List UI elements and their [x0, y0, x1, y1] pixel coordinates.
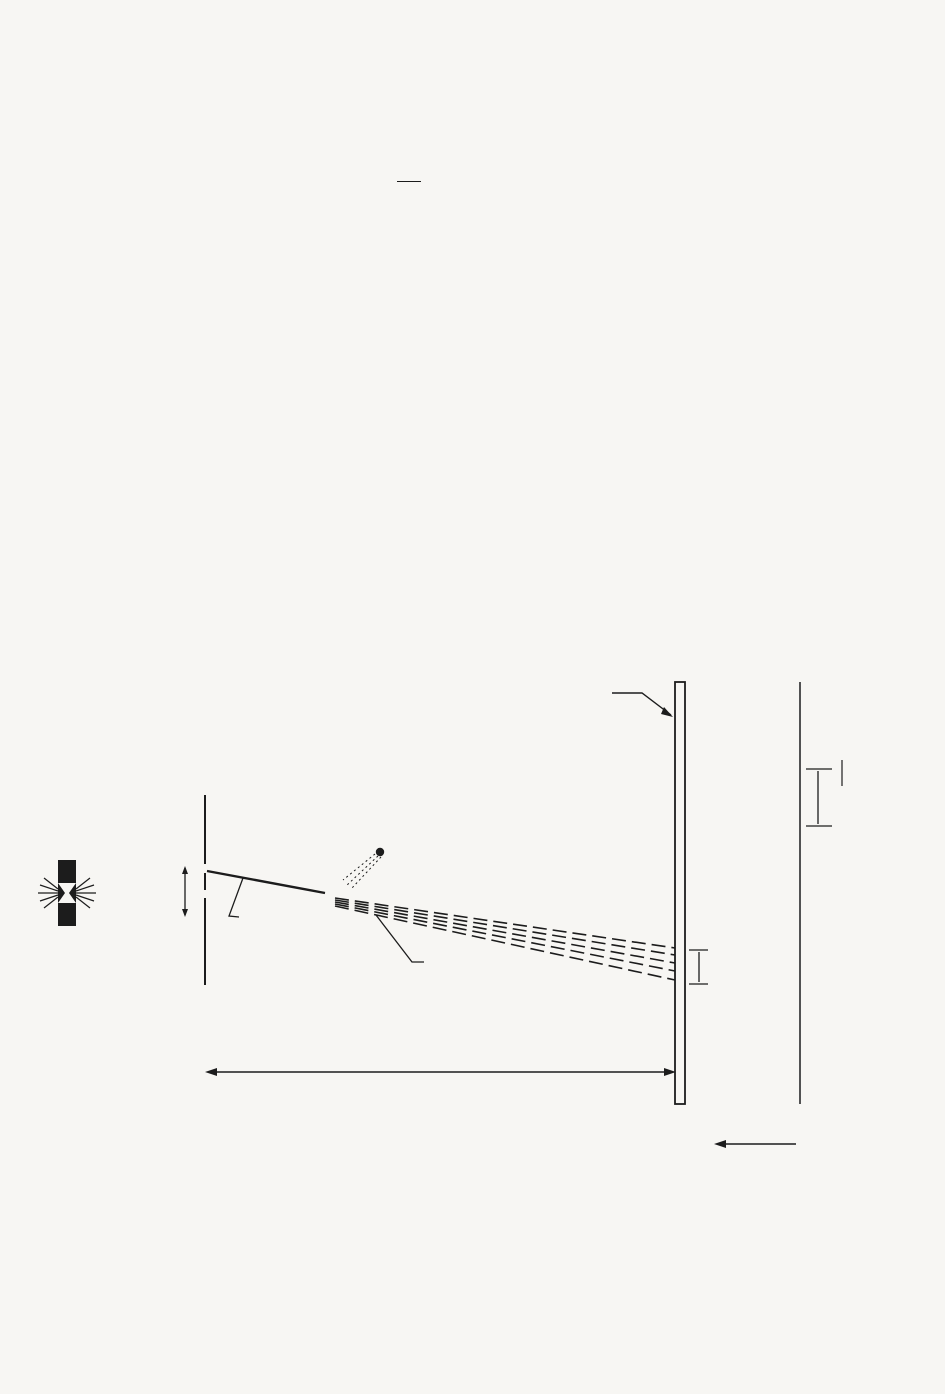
photon-paths-after: [335, 898, 675, 980]
photocell-screen: [675, 682, 685, 1104]
delta-marker: [689, 950, 708, 984]
count-arrow-head: [714, 1140, 726, 1148]
section-heading: [78, 326, 92, 352]
fraction-bar: [397, 181, 421, 182]
distance-L-arrow-left: [205, 1068, 217, 1076]
paragraph-3-wrap: [78, 490, 841, 518]
delta0-marker: [806, 769, 832, 826]
slit-distance-marker: [182, 866, 188, 917]
leader-after: [376, 915, 424, 962]
recoil-particle: [343, 848, 384, 888]
photon-path-before: [207, 871, 325, 893]
formula: [342, 150, 602, 210]
leader-before: [229, 878, 243, 917]
figure-4-12: [0, 660, 945, 1160]
